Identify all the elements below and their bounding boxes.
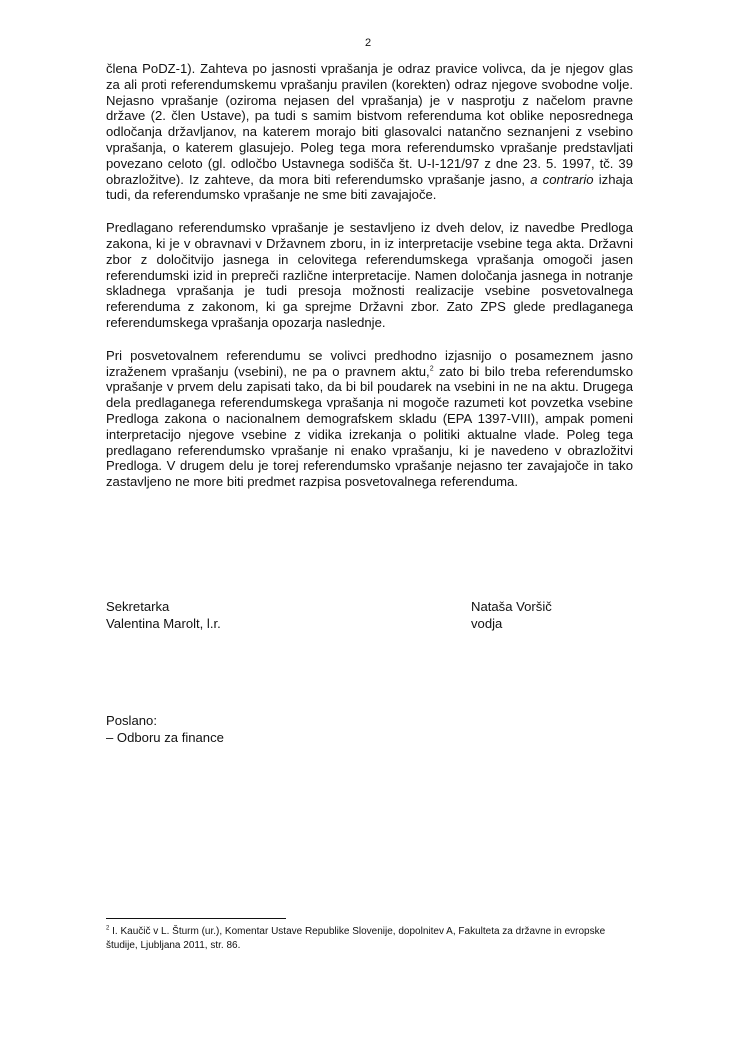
signature-role: Sekretarka bbox=[106, 599, 170, 614]
paragraph-text: izhaja tudi, da referendumsko vprašanje ne sme biti zavajajoče. bbox=[106, 171, 633, 203]
distribution-heading: Poslano: bbox=[106, 713, 157, 728]
signature-head bbox=[471, 598, 552, 632]
paragraph-jasnost bbox=[106, 61, 633, 203]
footnote-number: 2 bbox=[106, 925, 110, 932]
paragraph-text: zato bi bilo treba referendumsko vprašanje v prvem delu zapisati tako, da bi bil poudarek na vsebini in ne na aktu. Drugega dela predlaganega referendumskega vprašanja ni mogoče razumeti kot povzetka vsebine Predloga zakona o nacionalnem demografskem skladu (EPA 1397-VIII), ampak pomeni interpretacijo njegove vsebine z vidika izrekanja o politiki aktualne vlade. Poleg tega predlagano referendumsko vprašanje ni enako vprašanju, ki je navedeno v obrazložitvi Predloga. V drugem delu je torej referendumsko vprašanje nejasno ter zavajajoče in tako zastavljeno ne more biti predmet razpisa posvetovalnega referenduma. bbox=[106, 363, 633, 490]
latin-phrase: a contrario bbox=[530, 171, 594, 187]
footnote bbox=[106, 925, 633, 953]
signature-role: vodja bbox=[471, 616, 503, 631]
body-text bbox=[106, 61, 633, 507]
signature-secretary bbox=[106, 598, 221, 632]
paragraph-text: Pri posvetovalnem referendumu se volivci predhodno izjasnijo o posameznem jasno izraženem vprašanju (vsebini), ne pa o pravnem aktu, bbox=[106, 347, 633, 379]
signature-name: Nataša Voršič bbox=[471, 599, 552, 614]
signature-name: Valentina Marolt, l.r. bbox=[106, 616, 221, 631]
distribution-item: – Odboru za finance bbox=[106, 730, 224, 745]
paragraph-posvetovalni-referendum bbox=[106, 348, 633, 490]
page-number: 2 bbox=[364, 37, 372, 49]
distribution-list bbox=[106, 712, 224, 746]
footnote-divider bbox=[106, 918, 286, 919]
paragraph-predlagano-vprasanje: Predlagano referendumsko vprašanje je sestavljeno iz dveh delov, iz navedbe Predloga zakona, ki je v obravnavi v Državnem zboru, in iz interpretacije vsebine tega akta. Državni zbor z določitvijo jasnega in celovitega referendumskega vprašanja omogoči jasen referendumski izid in prepreči različne interpretacije. Namen določanja jasnega in notranje skladnega vprašanja je tudi presoja možnosti realizacije vsebine posvetovalnega referenduma z zakonom, ki ga sprejme Državni zbor. Zato ZPS glede predlaganega referendumskega vprašanja opozarja naslednje. bbox=[106, 220, 633, 330]
paragraph-text: člena PoDZ-1). Zahteva po jasnosti vprašanja je odraz pravice volivca, da je njegov glas za ali proti referendumskemu vprašanju pravilen (korekten) odraz njegove svobodne volje. Nejasno vprašanje (oziroma nejasen del vprašanja) je v nasprotju z načelom pravne države (2. člen Ustave), pa tudi s samim bistvom referenduma kot oblike neposrednega odločanja državljanov, na katerem morajo biti glasovalci natančno seznanjeni z vsebino vprašanja, o katerem glasujejo. Poleg tega mora referendumsko vprašanje predstavljati povezano celoto (gl. odločbo Ustavnega sodišča št. U-I-121/97 z dne 23. 5. 1997, tč. 39 obrazložitve). Iz zahteve, da mora biti referendumsko vprašanje jasno, bbox=[106, 61, 633, 187]
footnote-reference: 2 bbox=[429, 365, 434, 373]
footnote-text: I. Kaučič v L. Šturm (ur.), Komentar Ustave Republike Slovenije, dopolnitev A, Fakulteta za državne in evropske študije, Ljubljana 2011, str. 86. bbox=[106, 926, 606, 951]
